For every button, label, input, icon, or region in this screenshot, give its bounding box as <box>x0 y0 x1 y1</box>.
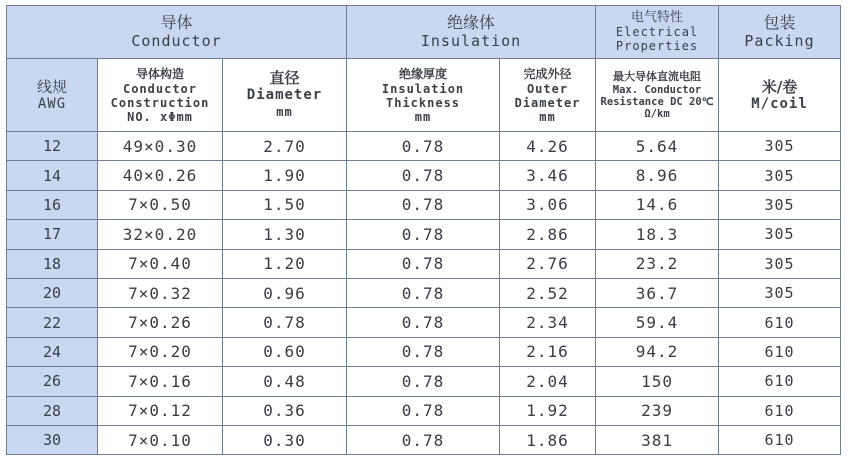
cell-thickness: 0.78 <box>347 278 500 307</box>
table-row <box>7 308 841 337</box>
cell-diameter: 0.60 <box>223 337 347 366</box>
cell-awg: 14 <box>7 161 98 190</box>
col-resistance-header <box>596 59 719 132</box>
cell-packing: 610 <box>719 367 841 396</box>
cell-awg: 26 <box>7 367 98 396</box>
cell-outer: 2.52 <box>500 278 596 307</box>
cell-packing: 610 <box>719 337 841 366</box>
cell-diameter: 1.50 <box>223 190 347 219</box>
cell-resistance: 94.2 <box>596 337 719 366</box>
group-conductor-en: Conductor <box>131 32 222 50</box>
cell-outer: 4.26 <box>500 132 596 161</box>
col-thickness-unit: mm <box>414 109 432 124</box>
cell-diameter: 0.30 <box>223 425 347 454</box>
col-diameter-header <box>223 59 347 132</box>
group-packing-header <box>719 6 841 59</box>
cell-resistance: 150 <box>596 367 719 396</box>
col-thickness-en1: Insulation <box>381 81 465 96</box>
column-header-row <box>7 59 841 132</box>
cell-packing: 305 <box>719 278 841 307</box>
table-row <box>7 161 841 190</box>
cell-thickness: 0.78 <box>347 337 500 366</box>
cell-diameter: 0.48 <box>223 367 347 396</box>
col-diameter-zh: 直径 <box>269 69 300 87</box>
cell-thickness: 0.78 <box>347 161 500 190</box>
table-row <box>7 249 841 278</box>
group-electrical-zh: 电气特性 <box>631 10 684 25</box>
col-packing-header <box>719 59 841 132</box>
cell-awg: 22 <box>7 308 98 337</box>
cell-thickness: 0.78 <box>347 367 500 396</box>
cell-diameter: 0.78 <box>223 308 347 337</box>
group-insulation-en: Insulation <box>420 32 522 50</box>
cell-thickness: 0.78 <box>347 190 500 219</box>
cell-awg: 16 <box>7 190 98 219</box>
cell-construction: 7×0.20 <box>98 337 223 366</box>
cell-outer: 1.92 <box>500 396 596 425</box>
group-electrical-header <box>596 6 719 59</box>
cell-awg: 30 <box>7 425 98 454</box>
col-thickness-en2: Thickness <box>386 95 461 110</box>
col-resistance-en2: Resistance DC 20℃ <box>600 96 714 108</box>
cell-thickness: 0.78 <box>347 396 500 425</box>
table-body <box>7 132 841 455</box>
cell-outer: 2.34 <box>500 308 596 337</box>
cell-thickness: 0.78 <box>347 425 500 454</box>
cell-outer: 2.86 <box>500 220 596 249</box>
col-construction-en2: Construction <box>110 95 210 110</box>
cell-awg: 17 <box>7 220 98 249</box>
cell-resistance: 381 <box>596 425 719 454</box>
cell-awg: 24 <box>7 337 98 366</box>
col-resistance-en1: Max. Conductor <box>612 84 702 96</box>
cell-awg: 18 <box>7 249 98 278</box>
cell-thickness: 0.78 <box>347 308 500 337</box>
cell-construction: 7×0.16 <box>98 367 223 396</box>
table-row <box>7 337 841 366</box>
table-row <box>7 367 841 396</box>
cell-resistance: 18.3 <box>596 220 719 249</box>
cell-diameter: 1.90 <box>223 161 347 190</box>
group-packing-en: Packing <box>744 32 815 50</box>
table-row <box>7 278 841 307</box>
cell-resistance: 14.6 <box>596 190 719 219</box>
cell-resistance: 8.96 <box>596 161 719 190</box>
group-packing-zh: 包装 <box>763 13 796 32</box>
col-awg-zh: 线规 <box>36 77 67 96</box>
group-header-row <box>7 6 841 59</box>
group-conductor-zh: 导体 <box>160 13 193 32</box>
col-construction-unit: NO. xΦmm <box>127 109 193 124</box>
table-row <box>7 220 841 249</box>
col-awg-header <box>7 59 98 132</box>
cell-construction: 7×0.10 <box>98 425 223 454</box>
col-outer-zh: 完成外径 <box>523 66 572 81</box>
col-diameter-unit: mm <box>276 105 293 119</box>
cell-outer: 2.04 <box>500 367 596 396</box>
cell-outer: 3.46 <box>500 161 596 190</box>
cell-awg: 28 <box>7 396 98 425</box>
cell-awg: 20 <box>7 278 98 307</box>
wire-spec-table <box>6 5 841 455</box>
cell-construction: 49×0.30 <box>98 132 223 161</box>
col-resistance-zh: 最大导体直流电阻 <box>613 70 702 83</box>
col-awg-en: AWG <box>37 95 67 112</box>
cell-packing: 305 <box>719 132 841 161</box>
col-outer-en1: Outer <box>526 81 569 96</box>
cell-construction: 7×0.32 <box>98 278 223 307</box>
cell-construction: 40×0.26 <box>98 161 223 190</box>
cell-resistance: 36.7 <box>596 278 719 307</box>
group-insulation-zh: 绝缘体 <box>447 13 496 32</box>
col-outer-en2: Diameter <box>514 95 581 110</box>
cell-construction: 7×0.50 <box>98 190 223 219</box>
cell-packing: 305 <box>719 161 841 190</box>
cell-packing: 305 <box>719 220 841 249</box>
cell-resistance: 5.64 <box>596 132 719 161</box>
col-diameter-en: Diameter <box>246 87 323 103</box>
cell-awg: 12 <box>7 132 98 161</box>
cell-thickness: 0.78 <box>347 220 500 249</box>
cell-construction: 32×0.20 <box>98 220 223 249</box>
col-construction-zh: 导体构造 <box>135 66 184 81</box>
cell-packing: 610 <box>719 396 841 425</box>
cell-outer: 2.16 <box>500 337 596 366</box>
cell-outer: 1.86 <box>500 425 596 454</box>
col-thickness-header <box>347 59 500 132</box>
col-packing-en: M/coil <box>751 95 808 112</box>
cell-construction: 7×0.12 <box>98 396 223 425</box>
cell-diameter: 0.96 <box>223 278 347 307</box>
table-row <box>7 425 841 454</box>
group-electrical-en2: Properties <box>615 39 699 53</box>
group-insulation-header <box>347 6 596 59</box>
cell-diameter: 2.70 <box>223 132 347 161</box>
cell-diameter: 0.36 <box>223 396 347 425</box>
col-outer-header <box>500 59 596 132</box>
cell-diameter: 1.30 <box>223 220 347 249</box>
cell-resistance: 59.4 <box>596 308 719 337</box>
table-row <box>7 132 841 161</box>
group-electrical-en1: Electrical <box>615 25 699 39</box>
col-construction-header <box>98 59 223 132</box>
cell-construction: 7×0.26 <box>98 308 223 337</box>
col-packing-zh: 米/卷 <box>761 77 798 96</box>
cell-outer: 3.06 <box>500 190 596 219</box>
cell-thickness: 0.78 <box>347 132 500 161</box>
col-thickness-zh: 绝缘厚度 <box>399 66 448 81</box>
table-row <box>7 396 841 425</box>
col-resistance-unit: Ω/km <box>644 108 670 120</box>
cell-packing: 305 <box>719 190 841 219</box>
cell-packing: 610 <box>719 308 841 337</box>
cell-packing: 305 <box>719 249 841 278</box>
group-conductor-header <box>7 6 347 59</box>
cell-outer: 2.76 <box>500 249 596 278</box>
cell-packing: 610 <box>719 425 841 454</box>
cell-thickness: 0.78 <box>347 249 500 278</box>
col-construction-en1: Conductor <box>122 81 198 96</box>
cell-resistance: 23.2 <box>596 249 719 278</box>
table-row <box>7 190 841 219</box>
col-outer-unit: mm <box>539 109 556 124</box>
cell-resistance: 239 <box>596 396 719 425</box>
cell-diameter: 1.20 <box>223 249 347 278</box>
cell-construction: 7×0.40 <box>98 249 223 278</box>
